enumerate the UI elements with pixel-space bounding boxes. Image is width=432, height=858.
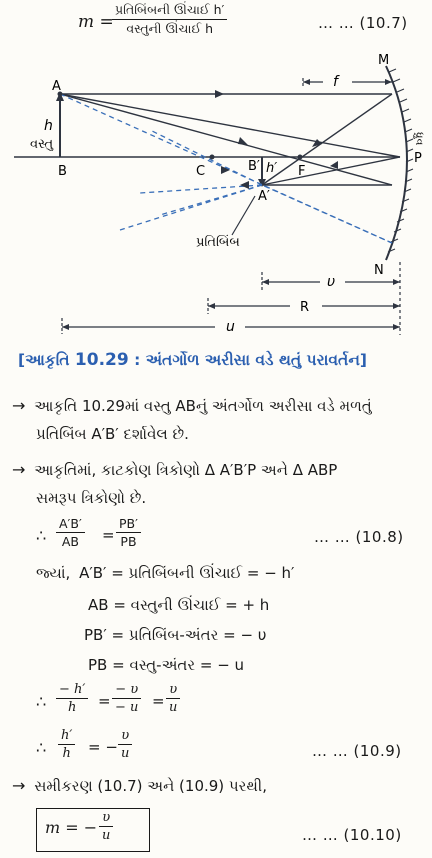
equation-number-10-10: … … (10.10) [302, 826, 402, 844]
point-c [210, 155, 215, 160]
fraction-numerator: − h′ [56, 682, 88, 699]
fraction-denominator: AB [61, 534, 79, 549]
label-c: C [196, 164, 206, 179]
therefore-symbol: ∴ [36, 738, 47, 757]
label-h: h [44, 118, 53, 134]
equals-sign: = [98, 692, 111, 710]
bullet-2-line-2: સમરૂપ ત્રિકોણો છે. [36, 489, 147, 507]
figure-caption [18, 350, 418, 370]
where-label: જ્યાં, [36, 564, 71, 582]
label-object: વસ્તુ [30, 137, 54, 152]
where-intro [36, 564, 294, 582]
fraction-numerator: A′B′ [56, 516, 85, 533]
label-h-prime: h′ [266, 161, 278, 176]
eq-lhs: m = − [45, 818, 98, 837]
caption-post: : અંતર્ગોળ અરીસા વડે થતું પરાવર્તન] [128, 351, 367, 369]
fraction-denominator: h [67, 700, 77, 715]
bullet-3-text: સમીકરણ (10.7) અને (10.9) પરથી, [34, 777, 267, 795]
eq-lhs: m = [78, 12, 114, 32]
bullet-1-line-2: પ્રતિબિંબ A′B′ દર્શાવેલ છે. [36, 425, 189, 443]
where-row-4: PB = વસ્તુ-અંતર = − u [88, 656, 245, 674]
fraction-denominator: − u [115, 700, 139, 715]
fraction-denominator: u [121, 746, 130, 761]
label-f: F [298, 164, 306, 179]
bullet-2 [12, 456, 422, 512]
fraction-numerator: PB′ [116, 516, 141, 533]
fraction [99, 810, 113, 843]
eq-fraction [112, 2, 227, 37]
incident-rays [60, 94, 400, 185]
arrow-icon: → [12, 396, 26, 415]
where-row-2: AB = વસ્તુની ઊંચાઈ = + h [88, 596, 270, 614]
label-v-dimension: υ [327, 274, 336, 290]
fraction-denominator: u [102, 828, 111, 843]
caption-number: 10.29 [74, 350, 129, 370]
label-b-prime: B′ [248, 159, 260, 174]
label-r-dimension: R [300, 300, 310, 315]
label-pole: ધ્રુવ [413, 132, 426, 146]
where-row-1: A′B′ = પ્રતિબિંબની ઊંચાઈ = − h′ [79, 564, 295, 582]
equation-10-8 [36, 516, 420, 556]
caption-pre: [આકૃતિ [18, 351, 75, 369]
label-a: A [52, 79, 61, 94]
point-f [298, 155, 303, 160]
label-p: P [414, 151, 422, 166]
dimension-arrowheads [62, 79, 400, 330]
fraction-2 [116, 516, 141, 549]
therefore-symbol: ∴ [36, 526, 47, 545]
fraction-numerator: υ [99, 810, 113, 827]
bullet-1-line-1: આકૃતિ 10.29માં વસ્તુ ABનું અંતર્ગોળ અરીસા વડે મળતું [34, 397, 372, 415]
equals-minus: = − [88, 738, 118, 756]
label-m: M [378, 53, 390, 68]
fraction-2 [118, 728, 132, 761]
fraction-numerator: υ [166, 682, 180, 699]
label-n: N [374, 263, 384, 278]
equals-sign: = [152, 692, 165, 710]
label-f-dimension: f [333, 74, 338, 90]
fraction-numerator: h′ [58, 728, 75, 745]
fraction-denominator: વસ્તુની ઊંચાઈ h [126, 21, 214, 36]
equation-10-10-box [36, 808, 150, 852]
therefore-symbol: ∴ [36, 692, 47, 711]
fraction-3 [166, 682, 180, 715]
fraction-2 [112, 682, 141, 715]
arrow-icon: → [12, 460, 26, 479]
label-b: B [58, 164, 67, 179]
label-a-prime: A′ [258, 189, 270, 204]
where-row-3: PB′ = પ્રતિબિંબ-અંતર = − υ [84, 626, 267, 644]
fraction-numerator: υ [118, 728, 132, 745]
label-u-dimension: u [226, 319, 235, 335]
fraction-1 [56, 682, 88, 715]
fraction-1 [58, 728, 75, 761]
fraction-numerator: − υ [112, 682, 141, 699]
fraction-1 [56, 516, 85, 549]
fraction-denominator: h [62, 746, 71, 761]
bullet-3 [12, 772, 422, 800]
equation-step [36, 682, 236, 722]
bullet-1 [12, 392, 422, 448]
label-image: પ્રતિબિંબ [196, 235, 240, 250]
equals-sign: = [102, 526, 115, 544]
dimension-lines [62, 78, 400, 335]
ray-diagram [0, 46, 432, 338]
equation-number: … … (10.7) [318, 14, 408, 32]
fraction-denominator: PB [120, 534, 137, 549]
bullet-2-line-1: આકૃતિમાં, કાટકોણ ત્રિકોણો Δ A′B′P અને Δ ABP [34, 461, 338, 479]
equation-10-7 [78, 2, 418, 46]
arrow-icon: → [12, 776, 26, 795]
fraction-denominator: u [169, 700, 178, 715]
equation-10-9 [36, 728, 420, 768]
equation-number: … … (10.8) [314, 528, 404, 546]
mirror-hatching [388, 69, 413, 252]
fraction-numerator: પ્રતિબિંબની ઊંચાઈ h′ [112, 2, 227, 20]
equation-number: … … (10.9) [312, 742, 402, 760]
